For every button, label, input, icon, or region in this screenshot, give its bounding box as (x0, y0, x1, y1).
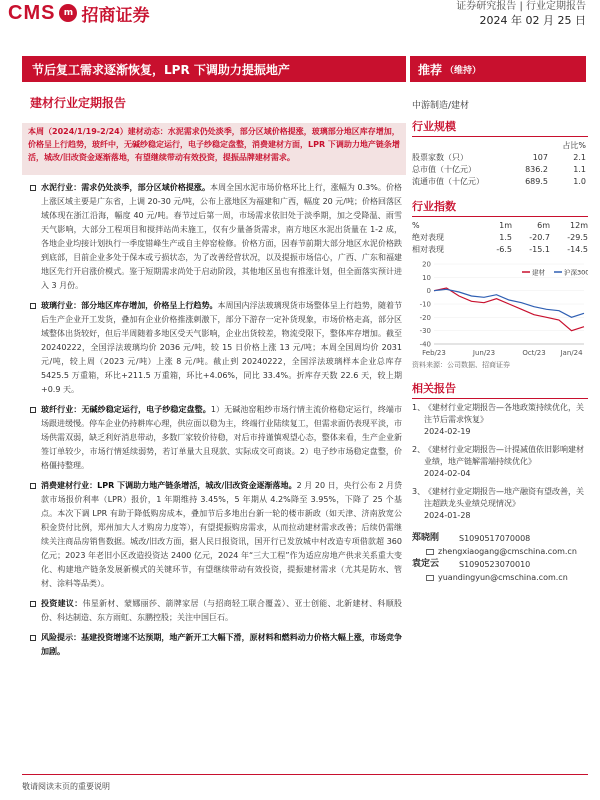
index-value: -14.5 (567, 245, 588, 254)
analyst-row (412, 532, 588, 545)
logo-en: CMS (8, 1, 56, 24)
scale-value: 836.2 (525, 165, 548, 174)
related-report[interactable] (412, 444, 588, 480)
paragraph (30, 181, 402, 293)
index-value: -15.1 (529, 245, 550, 254)
index-row (412, 232, 588, 244)
analyst-email-row[interactable] (426, 571, 588, 584)
analyst-list (412, 532, 588, 584)
paragraph (30, 479, 402, 591)
analyst-name: 郑晓刚 (412, 533, 440, 543)
x-tick-label: Jun/23 (472, 349, 496, 357)
summary-box: 本周（2024/1/19-2/24）建材动态：水泥需求仍处淡季，部分区域价格提涨，玻璃部分地区库存增加，价格呈上行趋势，玻纤中，无碱纱稳定运行，电子纱稳定盘整，消费建材方面，LPR 下调助力地产链条增活，城改/旧改资金逐渐落地，有望继续带动有效投资，提振品牌建材需求。 (22, 123, 406, 175)
index-value: -29.5 (567, 233, 588, 242)
report-type: 证券研究报告 | 行业定期报告 (456, 1, 586, 12)
report-date: 2024 年 02 月 25 日 (479, 14, 586, 27)
paragraph-lead: 风险提示：基建投资增速不达预期，地产新开工大幅下滑，原材料和燃料动力价格大幅上涨，市场竞争加剧。 (41, 633, 402, 656)
paragraph-lead: 消费建材行业：LPR 下调助力地产链条增活，城改/旧改资金逐渐落地。 (41, 481, 297, 490)
paragraph-lead: 投资建议： (41, 599, 83, 608)
bullet-square-icon (30, 185, 36, 191)
related-title: 《建材行业定期报告—地产融资有望改善，关注超跌龙头业绩兑现情况》 (424, 487, 584, 508)
related-date: 2024-01-28 (424, 511, 471, 520)
index-header: 12m (570, 221, 588, 230)
scale-pct: 1.1 (573, 165, 586, 174)
x-tick-label: Jan/24 (560, 349, 583, 357)
analyst-id: S1090517070008 (459, 534, 531, 543)
scale-value: 107 (532, 153, 548, 162)
related-title: 《建材行业定期报告—计提减值依旧影响建材业绩，地产链解需端持续优化》 (424, 445, 584, 466)
y-tick-label: 10 (422, 273, 431, 282)
y-tick-label: 0 (426, 287, 431, 296)
rating-note: （维持） (445, 65, 482, 76)
index-label: 绝对表现 (412, 233, 444, 242)
logo-badge-icon: m (59, 4, 77, 22)
related-report[interactable] (412, 486, 588, 522)
related-num: 3、 (412, 487, 426, 496)
scale-value: 689.5 (525, 177, 548, 186)
index-label: 相对表现 (412, 245, 444, 254)
logo-cn: 招商证券 (81, 5, 150, 26)
chart-source: 资料来源：公司数据、招商证券 (412, 361, 510, 369)
paragraph-text: 1）无碱池窑粗纱市场行情主流价格稳定运行，终端市场跟进缓慢。停车企业仍持耕库心理，供应面以稳为主，终端行业陆续复工，但需求面仍表现平淡，市场供需双弱，缺乏利好消息带动，多数厂家较价待稳，对后市持谨慎观望心态，整体来看，生产企业新签订单较少，市场行情延续弱势，若订单量大且现款、实际成交可商谈。2）电子纱市场稳定盘整，价格僵持整理。 (41, 405, 403, 470)
scale-pct: 2.1 (573, 153, 586, 162)
index-value: 1.5 (499, 233, 512, 242)
scale-label: 流通市值（十亿元） (412, 177, 484, 186)
analyst-email[interactable]: yuandingyun@cmschina.com.cn (438, 573, 568, 582)
scale-table (412, 140, 588, 188)
report-subhead: 建材行业定期报告 (30, 96, 127, 110)
x-tick-label: Oct/23 (522, 349, 546, 357)
bullet-square-icon (30, 483, 36, 489)
scale-row (412, 164, 588, 176)
y-tick-label: -40 (419, 340, 431, 349)
paragraph-text: 伟星新材、蒙娜丽莎、箭牌家居（与招商轻工联合覆盖）、亚士创能、北新建材、科顺股份、科达制造、东方雨虹、东鹏控股；关注中国巨石。 (41, 599, 402, 622)
sidebar (412, 118, 588, 584)
index-value: -20.7 (529, 233, 550, 242)
paragraph-lead: 玻璃行业：部分地区库存增加，价格呈上行趋势。 (41, 301, 218, 310)
analyst-row (412, 558, 588, 571)
industry-category: 中游制造/建材 (412, 101, 470, 111)
related-title: 相关报告 (412, 380, 588, 399)
paragraph (30, 631, 402, 659)
related-num: 2、 (412, 445, 426, 454)
paragraph-text: 本周国内浮法玻璃现货市场整体呈上行趋势，随着节后生产企业开工发货，叠加有企业价格推涨刺激下，部分下游存一定补货现象，市场价格走高，部分区域整体出货较好，但后半周随着多地区受天气影响，企业出货较差，物流受限下，整体库存增加。截至 20240222，全国浮法玻璃均价 2036 元/吨，较 15 日价格上涨 13 元/吨；本周全国周均价 2031 元/吨，较上周（2023 元/吨）上涨 8 元/吨。截止到 20240222，全国浮法玻璃样本企业总库存 5425.5 万重箱，环比+211.5 万重箱，环比+4.06%，同比 33.4%。折库存天数 22.6 天，较上期+0.9 天。 (41, 301, 402, 394)
paragraph-text: 本周全国水泥市场价格环比上行，涨幅为 0.3%。价格上涨区域主要是广东省，上调 20-30 元/吨，公布上涨地区为福建和广西，幅度 20 元/吨；价格回落区域体现在浙江沿海，幅度 40 元/吨。春节过后第一周，市场需求依旧处于淡季期，加之受降温、雨雪天气影响，大部分工程项目和搅拌站尚未施工，仅有少量备货需求，南方地区水泥出货量在 1-2 成，各地企业均接计划执行一季度错峰生产或自主停窑检修。价格方面，因春节前期大部分地区水泥价格跌到底部，目前企业多处于保本或亏损状态，为了改善经营状况，以及提振市场信心，广西、广东和福建地区先行开启涨价模式。鉴于短期需求尚处于启动阶段，其他地区虽也有推涨计划，但全面落实预计进入 3 月份。 (41, 183, 402, 290)
bullet-square-icon (30, 635, 36, 641)
scale-row (412, 176, 588, 188)
y-tick-label: -20 (419, 313, 431, 322)
related-date: 2024-02-04 (424, 469, 471, 478)
index-title: 行业指数 (412, 198, 588, 217)
paragraph-lead: 玻纤行业：无碱纱稳定运行，电子纱稳定盘整。 (41, 405, 211, 414)
page-header (0, 0, 600, 40)
bullet-square-icon (30, 303, 36, 309)
index-row (412, 244, 588, 256)
legend-label: 建材 (532, 268, 545, 277)
scale-label: 股票家数（只） (412, 153, 468, 162)
rating-banner (410, 56, 586, 82)
analyst-id: S1090523070010 (459, 560, 531, 569)
main-content (30, 181, 402, 665)
related-report[interactable] (412, 402, 588, 438)
related-list (412, 402, 588, 522)
scale-unit-header: 占比% (562, 141, 586, 150)
y-tick-label: -30 (419, 327, 431, 336)
bullet-square-icon (30, 601, 36, 607)
index-table (412, 220, 588, 256)
paragraph-text: 2 月 20 日，央行公布 2 月贷款市场报价利率（LPR）报价，1 年期维持 3.45%，5 年期从 4.2%降至 3.95%，下降了 25 个基点。本次下调 LPR 有助于降低购房成本，叠加节后多地出台新一轮的楼市新政（如天津、济南放宽公积金贷付比例，郑州加大人才购房力度等），有望提振购房需求，从而拉动建材需求改善；后续仍需继续关注商品房销售数据。城改/旧改方面，据人民日报资讯，国开行已发放城中村改造专项借款超 360 亿元；2023 年老旧小区改造投资达 2400 亿元，2024 年“三大工程”作为适应房地产供求关系重大变化、构建地产链条发展新模式的关键环节，有望继续带动有效投资，提振建材需求（尤其是防水、管材、涂料等品类）。 (41, 481, 403, 588)
related-num: 1、 (412, 403, 426, 412)
scale-label: 总市值（十亿元） (412, 165, 476, 174)
index-header: 6m (537, 221, 550, 230)
scale-row (412, 152, 588, 164)
paragraph (30, 597, 402, 625)
mail-icon (426, 575, 434, 581)
series-line-1 (434, 289, 584, 317)
index-chart (412, 258, 588, 358)
x-tick-label: Feb/23 (422, 349, 446, 357)
paragraph (30, 403, 402, 473)
analyst-email[interactable]: zhengxiaogang@cmschina.com.cn (438, 547, 577, 556)
paragraph-lead: 水泥行业：需求仍处淡季，部分区域价格提涨。 (41, 183, 211, 192)
analyst-email-row[interactable] (426, 545, 588, 558)
paragraph (30, 299, 402, 397)
index-header: 1m (499, 221, 512, 230)
scale-title: 行业规模 (412, 118, 588, 137)
company-logo (8, 0, 238, 26)
related-date: 2024-02-19 (424, 427, 471, 436)
rating: 推荐 (418, 62, 443, 77)
analyst-name: 袁定云 (412, 559, 440, 569)
mail-icon (426, 549, 434, 555)
header-meta (456, 0, 586, 28)
index-chart-svg (412, 258, 588, 358)
bullet-square-icon (30, 407, 36, 413)
y-tick-label: -10 (419, 300, 431, 309)
footer-note: 敬请阅读末页的重要说明 (22, 774, 588, 792)
y-tick-label: 20 (422, 260, 431, 269)
index-header-row (412, 220, 588, 232)
related-title: 《建材行业定期报告—各地政策持续优化，关注节后需求恢复》 (424, 403, 584, 424)
scale-pct: 1.0 (573, 177, 586, 186)
report-title: 节后复工需求逐渐恢复，LPR 下调助力提振地产 (22, 56, 406, 82)
series-line-0 (434, 288, 584, 331)
legend-label: 沪深300 (564, 268, 588, 277)
index-value: -6.5 (496, 245, 512, 254)
index-header: % (412, 221, 420, 230)
